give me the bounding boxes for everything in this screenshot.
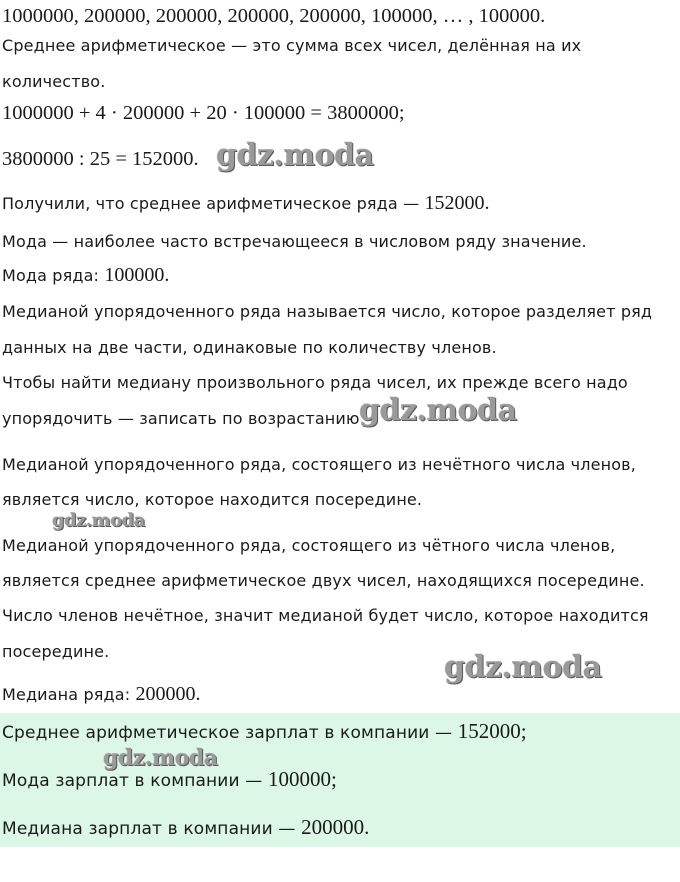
answer-mean (2, 719, 527, 744)
odd-count-line2: посередине. (2, 642, 110, 661)
watermark-logo: gdz.moda (216, 138, 374, 173)
answer-median-value: 200000. (301, 815, 370, 839)
odd-count-line1: Число членов нечётное, значит медианой будет число, которое находится (2, 606, 649, 625)
watermark-logo: gdz.moda (359, 393, 517, 428)
definition-median-line2: данных на две части, одинаковые по количеству членов. (2, 338, 497, 357)
answer-mean-text: Среднее арифметическое зарплат в компании — (2, 723, 458, 743)
answer-median (2, 815, 369, 840)
answer-median-text: Медиана зарплат в компании — (2, 819, 302, 839)
watermark-logo: gdz.moda (103, 745, 218, 771)
definition-mean-line2: количество. (2, 72, 106, 91)
definition-mode: Мода — наиболее часто встречающееся в числовом ряду значение. (2, 232, 587, 251)
watermark-logo: gdz.moda (52, 510, 145, 531)
number-series: 1000000, 200000, 200000, 200000, 200000, 100000, … , 100000. (2, 5, 546, 27)
median-method-line1: Чтобы найти медиану произвольного ряда чисел, их прежде всего надо (2, 373, 628, 392)
watermark-logo: gdz.moda (444, 650, 602, 685)
mean-result-text: Получили, что среднее арифметическое ряда — (2, 194, 425, 213)
mode-result-value: 100000. (104, 264, 170, 286)
median-result-value: 200000. (135, 683, 201, 705)
median-result-text: Медиана ряда: (2, 685, 136, 704)
mode-result (2, 264, 169, 287)
sum-formula: 1000000 + 4 · 200000 + 20 · 100000 = 3800000; (2, 102, 405, 124)
answer-mode-value: 100000; (267, 767, 337, 791)
definition-mean-line1: Среднее арифметическое — это сумма всех чисел, делённая на их (2, 36, 582, 55)
median-odd-line2: является число, которое находится посередине. (2, 490, 423, 509)
answer-mean-value: 152000; (457, 719, 527, 743)
mean-result (2, 192, 489, 215)
median-even-line1: Медианой упорядоченного ряда, состоящего из чётного числа членов, (2, 536, 616, 555)
median-odd-line1: Медианой упорядоченного ряда, состоящего из нечётного числа членов, (2, 455, 636, 474)
division-formula: 3800000 : 25 = 152000. (2, 148, 199, 170)
median-method-line2: упорядочить — записать по возрастанию. (2, 409, 365, 428)
definition-median-line1: Медианой упорядоченного ряда называется число, которое разделяет ряд (2, 302, 653, 321)
median-even-line2: является среднее арифметическое двух чисел, находящихся посередине. (2, 571, 645, 590)
answer-mode-text: Мода зарплат в компании — (2, 771, 268, 791)
median-result (2, 683, 201, 706)
mode-result-text: Мода ряда: (2, 266, 105, 285)
mean-result-value: 152000. (424, 192, 490, 214)
